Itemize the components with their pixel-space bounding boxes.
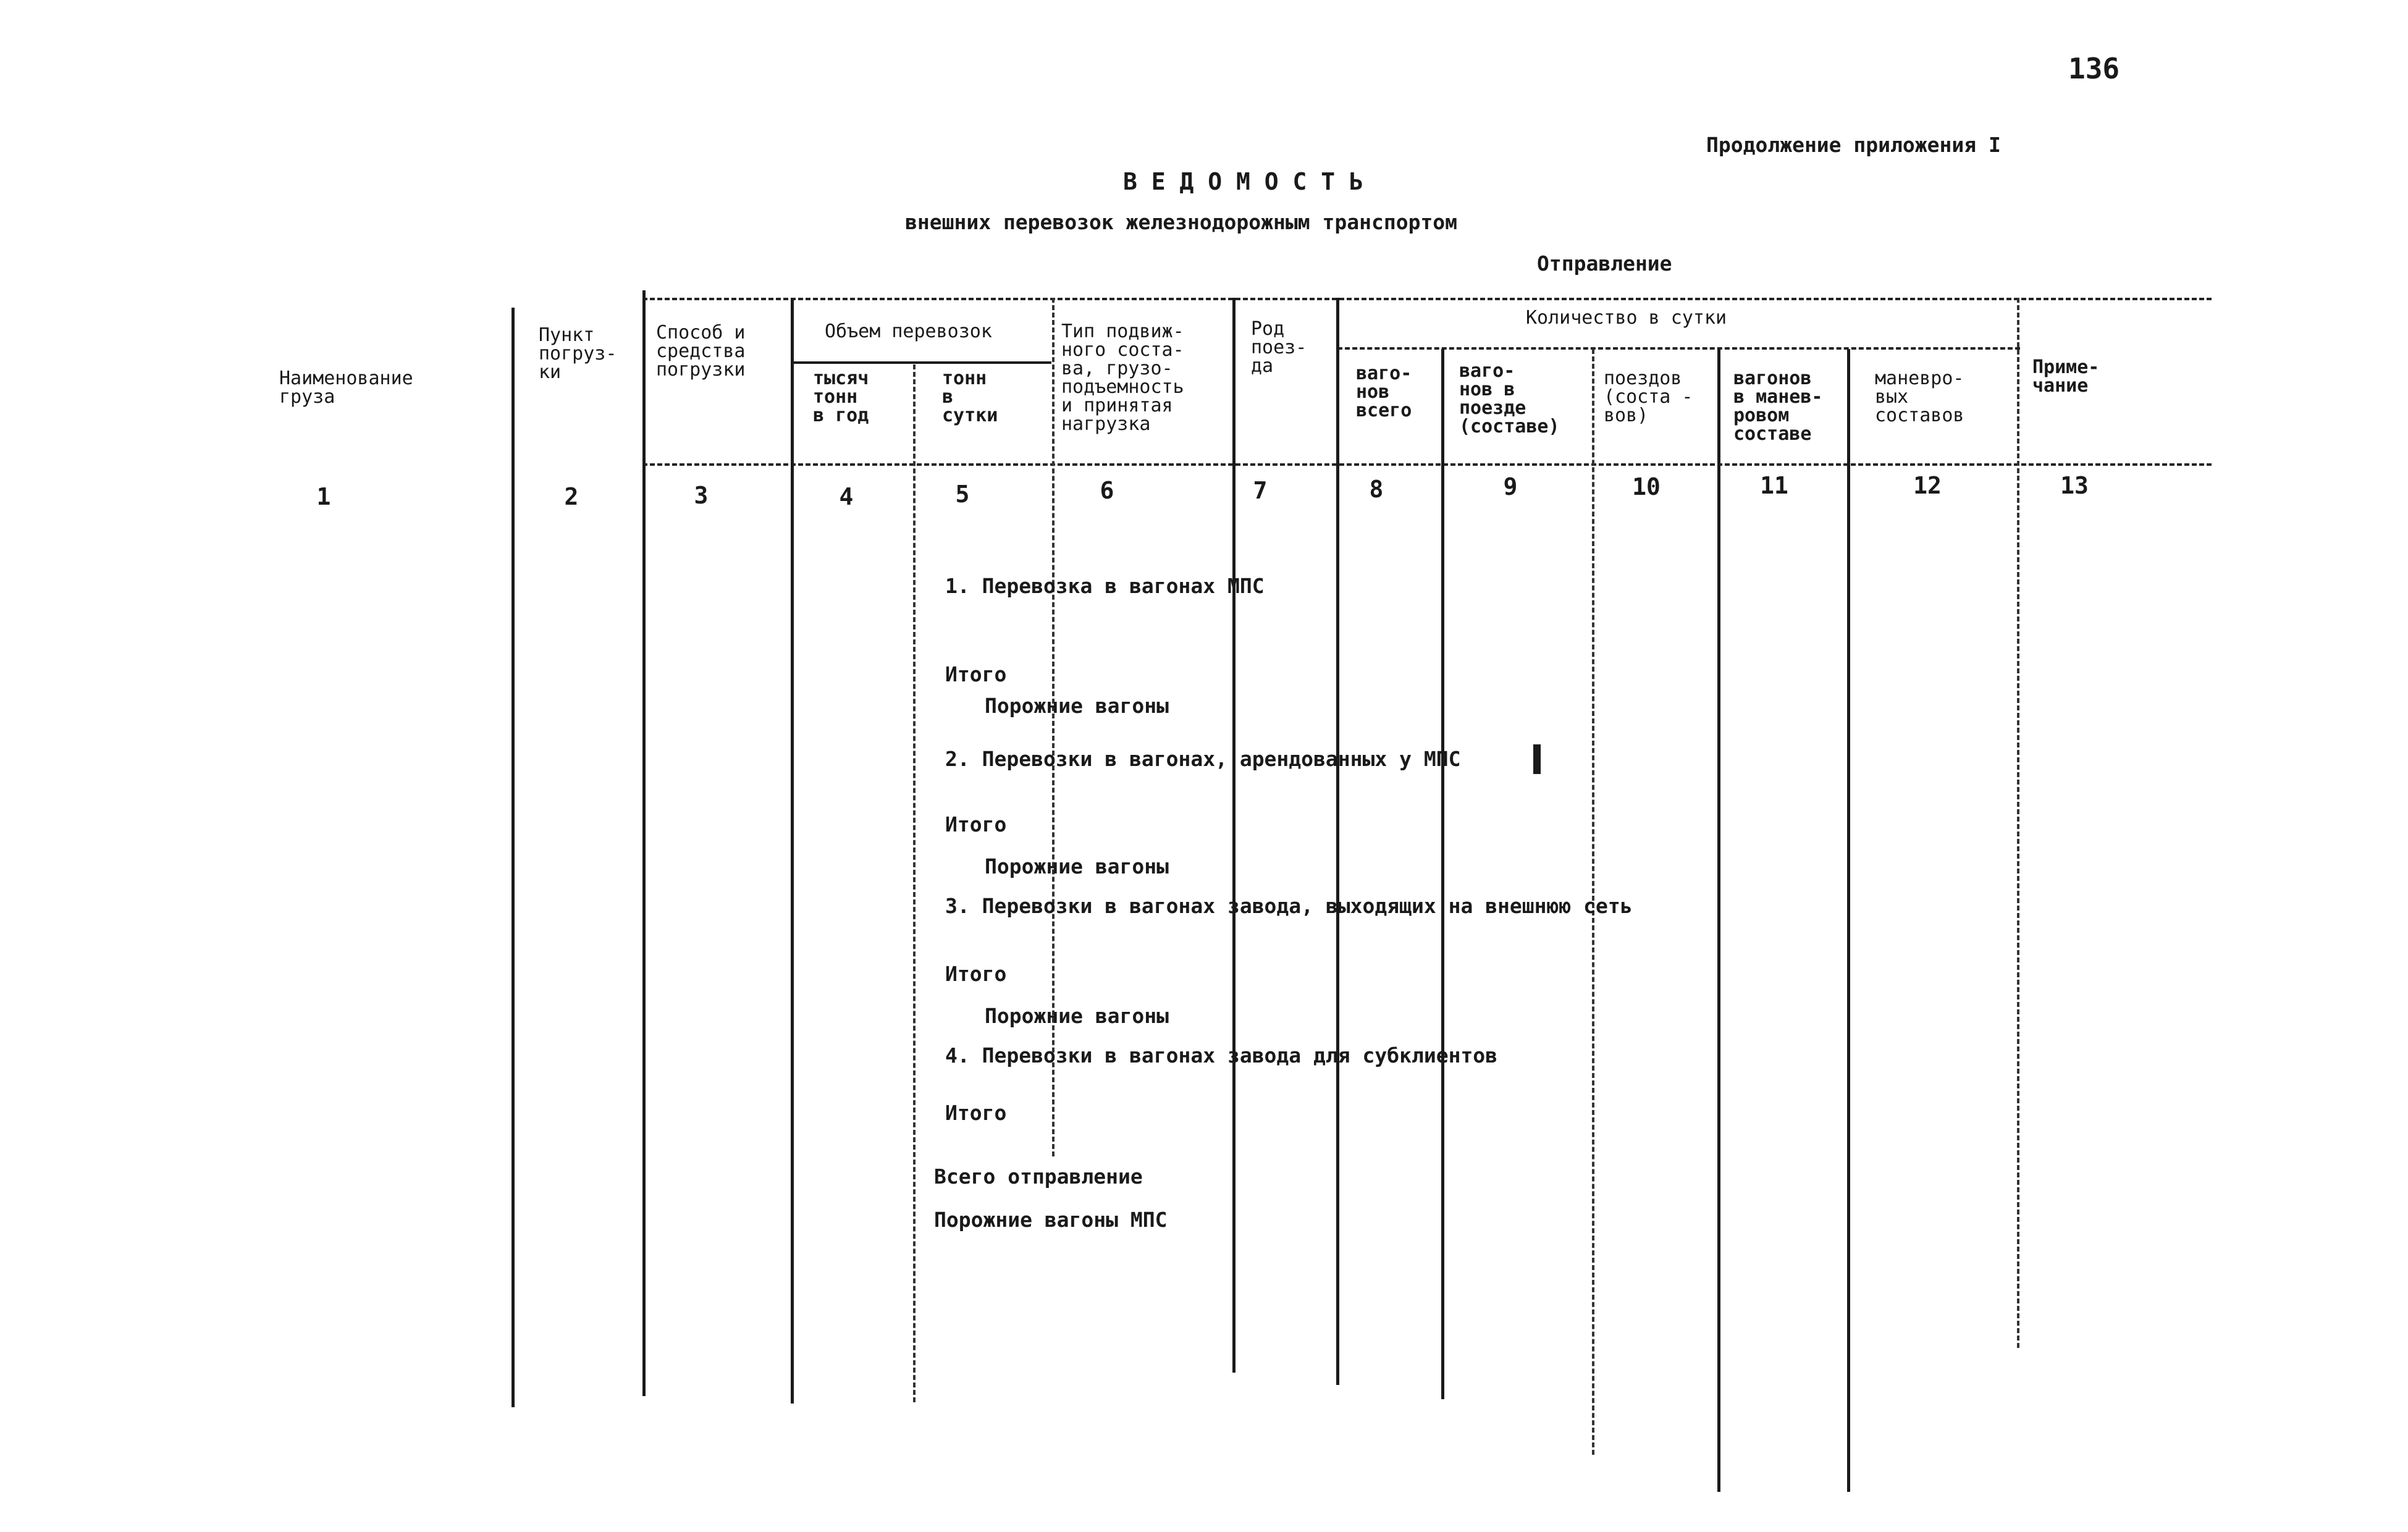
header-bottom-border [642,463,2212,466]
col-divider-1 [511,308,515,1407]
header-trains: поездов (соста - вов) [1604,368,1693,426]
row-total: Итого [945,962,1007,986]
column-number: 6 [1100,477,1114,504]
volume-group-underline [792,361,1051,364]
row-total: Итого [945,1101,1007,1125]
column-number: 7 [1253,477,1268,504]
document-title: В Е Д О М О С Т Ь [1123,168,1363,195]
col-divider-10 [1717,349,1720,1492]
row-empty-wagons-mps: Порожние вагоны МПС [934,1208,1168,1232]
scan-mark [1533,744,1541,774]
column-number: 12 [1913,472,1942,499]
header-wagons-total: ваго- нов всего [1356,363,1412,421]
row-total: Итого [945,812,1007,836]
header-tons-per-day: тонн в сутки [942,368,998,426]
table-top-border [642,298,2212,300]
row-empty-wagons: Порожние вагоны [985,1004,1169,1028]
column-number: 5 [955,481,970,508]
column-number: 3 [694,482,709,509]
col-divider-6 [1232,298,1236,1373]
header-thousand-tons-year: тысяч тонн в год [813,368,869,426]
header-count-group: Количество в сутки [1526,307,1727,329]
column-number: 4 [839,483,854,510]
header-cargo-name: Наименование груза [279,368,413,408]
row-section-4: 4. Перевозки в вагонах завода для субклиентов [945,1043,1498,1067]
header-rolling-stock: Тип подвиж- ного соста- ва, грузо- подъемность и принятая нагрузка [1061,321,1184,435]
column-number: 8 [1369,476,1384,503]
header-volume-group: Объем перевозок [825,321,992,342]
count-group-underline [1337,347,2020,350]
row-empty-wagons: Порожние вагоны [985,854,1169,878]
header-note: Приме- чание [2032,356,2100,397]
row-section-1: 1. Перевозка в вагонах МПС [945,574,1265,598]
header-train-kind: Род поез- да [1251,318,1307,377]
header-loading-method: Способ и средства погрузки [656,322,746,381]
section-label: Отправление [1537,251,1672,276]
col-divider-3 [791,298,794,1404]
header-wagons-in-train: ваго- нов в поезде (составе) [1459,360,1560,437]
row-empty-wagons: Порожние вагоны [985,694,1169,718]
row-grand-total: Всего отправление [934,1164,1143,1189]
column-number: 10 [1632,473,1661,500]
header-shunting-trains: маневро- вых составов [1875,368,1964,426]
col-divider-7 [1336,298,1339,1385]
col-divider-8 [1441,349,1444,1399]
header-loading-point: Пункт погруз- ки [539,324,617,383]
column-number: 1 [316,483,331,510]
row-total: Итого [945,662,1007,686]
col-divider-4 [913,364,916,1402]
header-wagons-shunting: вагонов в манев- ровом составе [1733,368,1823,445]
column-number: 13 [2060,472,2089,499]
column-number: 11 [1760,472,1788,499]
document-subtitle: внешних перевозок железнодорожным транспортом [905,210,1458,234]
col-divider-12 [2017,298,2019,1348]
page-number: 136 [2068,52,2120,85]
row-section-3: 3. Перевозки в вагонах завода, выходящих на внешнюю сеть [945,894,1633,918]
column-number: 2 [564,483,579,510]
appendix-note: Продолжение приложения I [1706,133,2001,157]
column-number: 9 [1503,473,1518,500]
row-section-2: 2. Перевозки в вагонах, арендованных у МПС [945,747,1461,771]
col-divider-2 [642,290,646,1396]
col-divider-11 [1847,349,1850,1492]
